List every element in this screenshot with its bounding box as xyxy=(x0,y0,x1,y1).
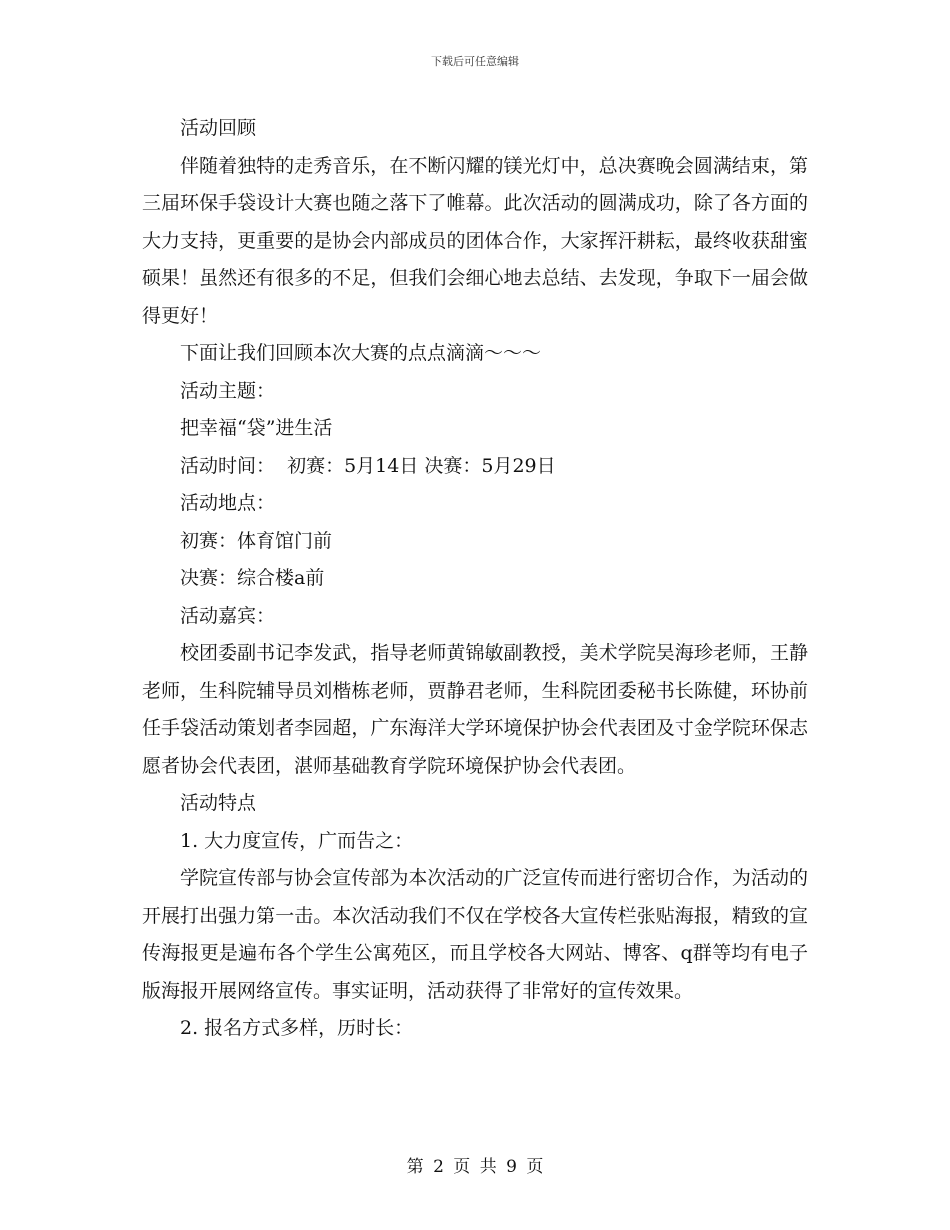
label-location: 活动地点： xyxy=(180,492,276,514)
feature-heading-1: 1. 大力度宣传，广而告之： xyxy=(180,829,414,852)
label-time: 活动时间： 初赛：5月14日 决赛：5月29日 xyxy=(180,454,556,477)
value-location-prelim: 初赛：体育馆门前 xyxy=(180,529,333,552)
label-guests: 活动嘉宾： xyxy=(180,604,276,627)
paragraph-intro: 下面让我们回顾本次大赛的点点滴滴～～～ xyxy=(180,342,542,364)
section-heading-features: 活动特点 xyxy=(180,792,257,814)
value-location-final: 决赛：综合楼a前 xyxy=(180,567,325,589)
paragraph-guests: 校团委副书记李发武，指导老师黄锦敏副教授，美术学院吴海珍老师，王静老师，生科院辅导员刘楷栋老师，贾静君老师，生科院团委秘书长陈健，环协前任手袋活动策划者李园超，广东海洋大学环境保护协会代表团及寸金学院环保志愿者协会代表团，湛师基础教育学院环境保护协会代表团。 xyxy=(142,642,808,777)
page-header-note: 下载后可任意编辑 xyxy=(431,55,519,68)
section-heading-review: 活动回顾 xyxy=(180,117,257,139)
value-theme: 把幸福“袋”进生活 xyxy=(180,417,333,439)
label-theme: 活动主题： xyxy=(180,379,276,402)
page-number-footer: 第 2 页 共 9 页 xyxy=(406,1157,544,1177)
paragraph-review: 伴随着独特的走秀音乐，在不断闪耀的镁光灯中，总决赛晚会圆满结束，第三届环保手袋设计大赛也随之落下了帷幕。此次活动的圆满成功，除了各方面的大力支持，更重要的是协会内部成员的团体合作，大家挥汗耕耘，最终收获甜蜜硕果！虽然还有很多的不足，但我们会细心地去总结、去发现，争取下一届会做得更好！ xyxy=(142,154,808,327)
document-body xyxy=(142,110,808,1048)
feature-heading-2: 2. 报名方式多样，历时长： xyxy=(180,1017,414,1039)
paragraph-feature-1: 学院宣传部与协会宣传部为本次活动的广泛宣传而进行密切合作，为活动的开展打出强力第一击。本次活动我们不仅在学校各大宣传栏张贴海报，精致的宣传海报更是遍布各个学生公寓苑区，而且学校各大网站、博客、q群等均有电子版海报开展网络宣传。事实证明，活动获得了非常好的宣传效果。 xyxy=(142,867,808,1002)
